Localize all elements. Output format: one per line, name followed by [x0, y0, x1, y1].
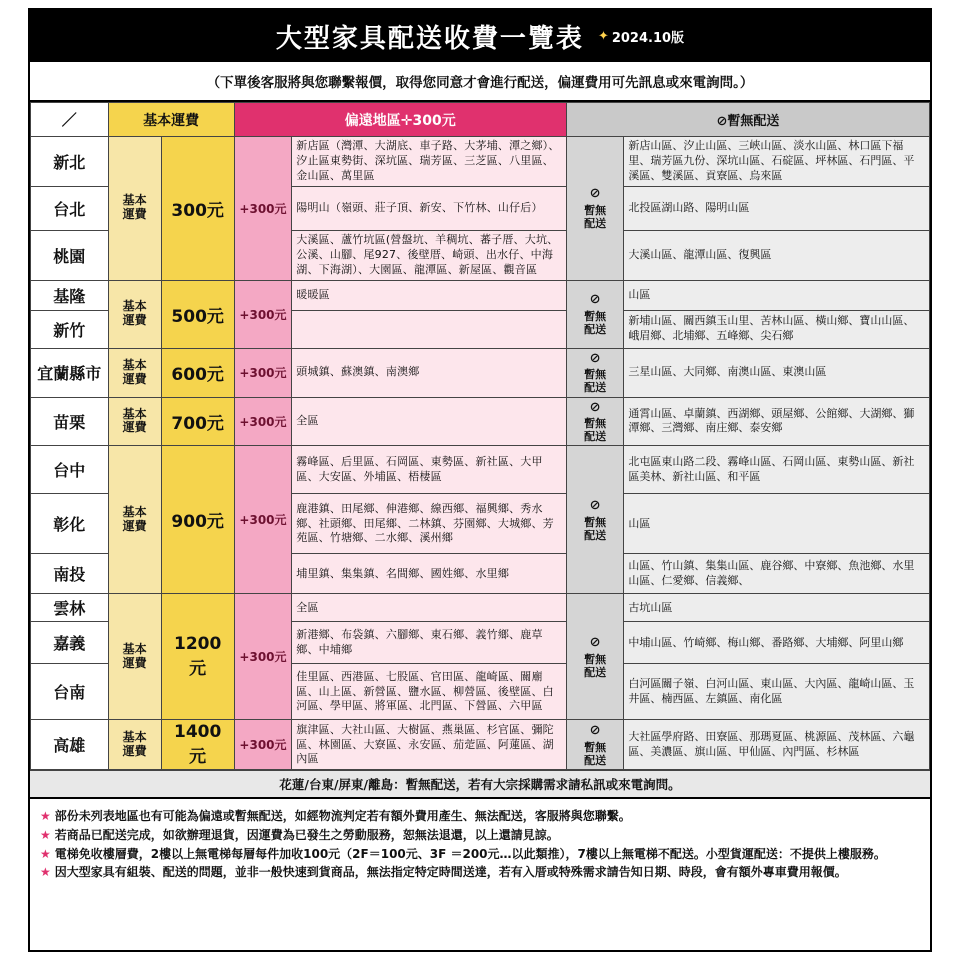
header-remote-area: 偏遠地區✛300元 — [234, 103, 566, 137]
region-label: 宜蘭縣市 — [31, 348, 109, 397]
footer-notice: 花蓮/台東/屏東/離島：暫無配送，若有大宗採購需求請私訊或來電詢問。 — [30, 770, 930, 799]
table-row — [31, 446, 930, 494]
page-title: 大型家具配送收費一覽表 — [275, 23, 584, 54]
extra-fee-label: +300元 — [234, 720, 292, 770]
subtitle-note: （下單後客服將與您聯繫報價，取得您同意才會進行配送，偏運費用可先訊息或來電詢問。） — [30, 62, 930, 102]
note-text: 部份未列表地區也有可能為偏遠或暫無配送，如經物流判定若有額外費用產生、無法配送，客服將與您聯繫。 — [54, 809, 631, 824]
fee-amount: 1400元 — [161, 720, 234, 770]
shipping-fee-table — [30, 102, 930, 770]
table-row — [31, 280, 930, 310]
note-text: 因大型家具有組裝、配送的問題，並非一般快速到貨商品，無法指定特定時間送達，若有入厝或特殊需求請告知日期、時段，會有額外專車費用報價。 — [54, 865, 847, 880]
remote-area-list: 陽明山（嶺頭、莊子頂、新安、下竹林、山仔后） — [292, 187, 567, 231]
basic-fee-label: 基本 運費 — [108, 720, 161, 770]
remote-area-list: 鹿港鎮、田尾鄉、伸港鄉、線西鄉、福興鄉、秀水鄉、社頭鄉、田尾鄉、二林鎮、芬園鄉、大城鄉、芳苑區、竹塘鄉、二水鄉、溪州鄉 — [292, 494, 567, 554]
prohibited-icon: ⊘ — [589, 292, 601, 308]
star-icon: ★ — [40, 809, 51, 824]
note-item — [40, 807, 920, 826]
note-item — [40, 863, 920, 882]
table-row — [31, 720, 930, 770]
remote-area-list: 佳里區、西港區、七股區、官田區、龍崎區、關廟區、山上區、新營區、鹽水區、柳營區、後壁區、白河區、學甲區、將軍區、北門區、下營區、六甲區 — [292, 664, 567, 720]
prohibited-icon: ⊘ — [589, 722, 601, 738]
no-ship-list: 新店山區、汐止山區、三峽山區、淡水山區、林口區下福里、瑞芳區九份、深坑山區、石碇區、坪林區、石門區、平溪區、雙溪區、貢寮區、烏來區 — [624, 137, 930, 187]
fee-amount: 900元 — [161, 446, 234, 594]
no-ship-list: 古坑山區 — [624, 594, 930, 622]
price-table-card — [28, 8, 932, 952]
region-label: 台北 — [31, 187, 109, 231]
remote-area-list: 霧峰區、后里區、石岡區、東勢區、新社區、大甲區、大安區、外埔區、梧棲區 — [292, 446, 567, 494]
no-ship-badge: ⊘ 暫無 配送 — [566, 137, 624, 281]
region-label: 雲林 — [31, 594, 109, 622]
no-ship-list: 通霄山區、卓蘭鎮、西湖鄉、頭屋鄉、公館鄉、大湖鄉、獅潭鄉、三灣鄉、南庄鄉、泰安鄉 — [624, 397, 930, 446]
prohibited-icon: ⊘ — [589, 497, 601, 513]
region-label: 高雄 — [31, 720, 109, 770]
sparkle-icon: ✦ — [597, 28, 609, 44]
region-label: 南投 — [31, 554, 109, 594]
basic-fee-label: 基本 運費 — [108, 594, 161, 720]
fee-amount: 1200元 — [161, 594, 234, 720]
region-label: 桃園 — [31, 231, 109, 281]
star-icon: ★ — [40, 828, 51, 843]
region-label: 台中 — [31, 446, 109, 494]
no-ship-list: 山區 — [624, 494, 930, 554]
no-ship-badge: ⊘ 暫無 配送 — [566, 397, 624, 446]
fee-amount: 700元 — [161, 397, 234, 446]
basic-fee-label: 基本 運費 — [108, 446, 161, 594]
prohibited-icon: ⊘ — [589, 399, 601, 415]
extra-fee-label: +300元 — [234, 280, 292, 348]
note-text: 若商品已配送完成，如欲辦理退貨，因運費為已發生之勞動服務，恕無法退還，以上還請見諒。 — [54, 828, 559, 843]
notes-section — [30, 799, 930, 950]
note-item — [40, 845, 920, 864]
prohibited-icon: ⊘ — [589, 634, 601, 650]
star-icon: ★ — [40, 865, 51, 880]
extra-fee-label: +300元 — [234, 446, 292, 594]
remote-area-list — [292, 310, 567, 348]
note-item — [40, 826, 920, 845]
fee-amount: 300元 — [161, 137, 234, 281]
no-ship-badge: ⊘ 暫無 配送 — [566, 720, 624, 770]
region-label: 彰化 — [31, 494, 109, 554]
no-ship-list: 新埔山區、關西鎮玉山里、苦林山區、橫山鄉、寶山山區、峨眉鄉、北埔鄉、五峰鄉、尖石鄉 — [624, 310, 930, 348]
table-row — [31, 348, 930, 397]
title-bar — [30, 10, 930, 62]
remote-area-list: 旗津區、大社山區、大樹區、燕巢區、杉官區、彌陀區、林園區、大寮區、永安區、茄萣區、阿蓮區、湖內區 — [292, 720, 567, 770]
region-label: 新北 — [31, 137, 109, 187]
remote-area-list: 全區 — [292, 397, 567, 446]
header-basic-fee: 基本運費 — [108, 103, 234, 137]
extra-fee-label: +300元 — [234, 397, 292, 446]
prohibited-icon: ⊘ — [589, 350, 601, 366]
no-ship-list: 中埔山區、竹崎鄉、梅山鄉、番路鄉、大埔鄉、阿里山鄉 — [624, 622, 930, 664]
no-ship-list: 大社區學府路、田寮區、那瑪夏區、桃源區、茂林區、六龜區、美濃區、旗山區、甲仙區、內門區、杉林區 — [624, 720, 930, 770]
prohibited-icon: ⊘ — [589, 186, 601, 202]
remote-area-list: 暖暖區 — [292, 280, 567, 310]
region-label: 台南 — [31, 664, 109, 720]
basic-fee-label: 基本 運費 — [108, 348, 161, 397]
no-ship-badge: ⊘ 暫無 配送 — [566, 348, 624, 397]
star-icon: ★ — [40, 846, 51, 861]
extra-fee-label: +300元 — [234, 137, 292, 281]
version-label: 2024.10版 — [611, 30, 685, 46]
table-row — [31, 397, 930, 446]
fee-amount: 500元 — [161, 280, 234, 348]
remote-area-list: 全區 — [292, 594, 567, 622]
no-ship-list: 白河區關子嶺、白河山區、東山區、大內區、龍崎山區、玉井區、楠西區、左鎮區、南化區 — [624, 664, 930, 720]
table-header-row — [31, 103, 930, 137]
basic-fee-label: 基本 運費 — [108, 397, 161, 446]
fee-amount: 600元 — [161, 348, 234, 397]
no-ship-list: 山區、竹山鎮、集集山區、鹿谷鄉、中寮鄉、魚池鄉、水里山區、仁愛鄉、信義鄉、 — [624, 554, 930, 594]
no-ship-list: 山區 — [624, 280, 930, 310]
no-ship-list: 大溪山區、龍潭山區、復興區 — [624, 231, 930, 281]
table-row — [31, 137, 930, 187]
header-no-shipping: ⊘暫無配送 — [566, 103, 929, 137]
no-ship-list: 北屯區東山路二段、霧峰山區、石岡山區、東勢山區、新社區美林、新社山區、和平區 — [624, 446, 930, 494]
remote-area-list: 頭城鎮、蘇澳鎮、南澳鄉 — [292, 348, 567, 397]
no-ship-badge: ⊘ 暫無 配送 — [566, 594, 624, 720]
no-ship-badge: ⊘ 暫無 配送 — [566, 280, 624, 348]
remote-area-list: 埔里鎮、集集鎮、名間鄉、國姓鄉、水里鄉 — [292, 554, 567, 594]
note-text: 電梯免收樓層費，2樓以上無電梯每層每件加收100元（2F＝100元、3F ＝200元…以此類推），7樓以上無電梯不配送。小型貨運配送：不提供上樓服務。 — [54, 846, 886, 861]
no-ship-badge: ⊘ 暫無 配送 — [566, 446, 624, 594]
region-label: 苗栗 — [31, 397, 109, 446]
table-row — [31, 594, 930, 622]
version-badge — [598, 27, 684, 46]
remote-area-list: 新港鄉、布袋鎮、六腳鄉、東石鄉、義竹鄉、鹿草鄉、中埔鄉 — [292, 622, 567, 664]
region-label: 嘉義 — [31, 622, 109, 664]
extra-fee-label: +300元 — [234, 348, 292, 397]
region-label: 基隆 — [31, 280, 109, 310]
header-region: ／ — [31, 103, 109, 137]
extra-fee-label: +300元 — [234, 594, 292, 720]
remote-area-list: 新店區（灣潭、大湖底、車子路、大茅埔、潭之鄉）、汐止區東勢街、深坑區、瑞芳區、三芝區、八里區、金山區、萬里區 — [292, 137, 567, 187]
remote-area-list: 大溪區、蘆竹坑區(營盤坑、羊稠坑、蕃子厝、大坑、公溪、山腳、尾927、後壁厝、崎頭、出水仔、中海湖、下海湖）、大園區、龍潭區、新屋區、觀音區 — [292, 231, 567, 281]
basic-fee-label: 基本 運費 — [108, 137, 161, 281]
no-ship-list: 北投區湖山路、陽明山區 — [624, 187, 930, 231]
basic-fee-label: 基本 運費 — [108, 280, 161, 348]
region-label: 新竹 — [31, 310, 109, 348]
no-ship-list: 三星山區、大同鄉、南澳山區、東澳山區 — [624, 348, 930, 397]
